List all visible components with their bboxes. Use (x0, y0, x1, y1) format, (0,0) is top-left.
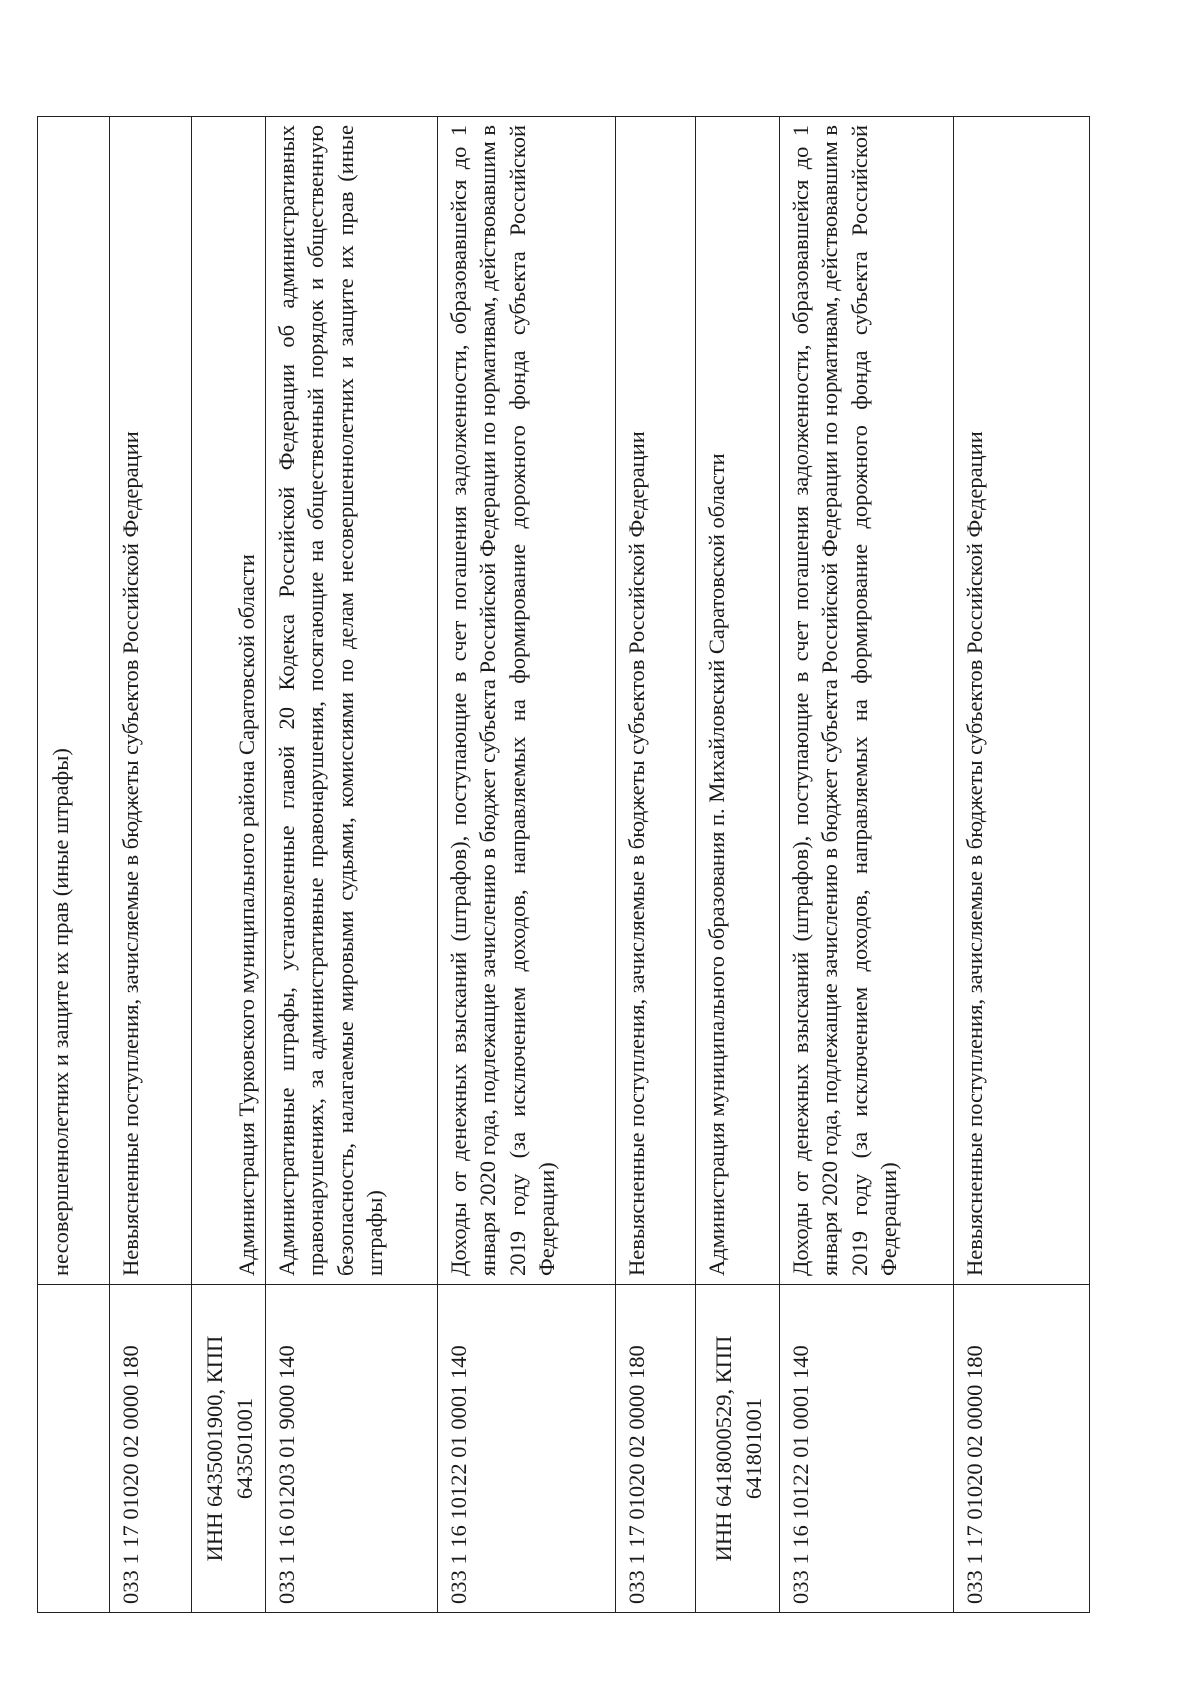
code-cell: 033 1 17 01020 02 0000 180 (616, 1285, 696, 1613)
revenue-codes-table (37, 116, 1090, 1613)
table-row (110, 117, 192, 1613)
description-cell: Администрация муниципального образования п. Михайловский Саратовской области (696, 117, 780, 1285)
table-row (616, 117, 696, 1613)
rotated-page (37, 116, 1090, 1613)
table-row (696, 117, 780, 1613)
code-cell: 033 1 16 10122 01 0001 140 (780, 1285, 954, 1613)
code-cell: 033 1 16 01203 01 9000 140 (266, 1285, 438, 1613)
table-row (780, 117, 954, 1613)
description-cell: Невыясненные поступления, зачисляемые в бюджеты субъектов Российской Федерации (954, 117, 1090, 1285)
code-cell: 033 1 17 01020 02 0000 180 (954, 1285, 1090, 1613)
code-cell: 033 1 17 01020 02 0000 180 (110, 1285, 192, 1613)
table-row (38, 117, 110, 1613)
table-row (954, 117, 1090, 1613)
description-cell: несовершеннолетних и защите их прав (иные штрафы) (38, 117, 110, 1285)
code-cell: ИНН 6418000529, КПП 641801001 (696, 1285, 780, 1613)
description-cell: Невыясненные поступления, зачисляемые в бюджеты субъектов Российской Федерации (616, 117, 696, 1285)
description-cell: Доходы от денежных взысканий (штрафов), поступающие в счет погашения задолженности, образовавшейся до 1 января 2020 года, подлежащие зачислению в бюджет субъекта Российской Федерации по нормативам, действовавшим в 2019 году (за исключением доходов, направляемых на формирование дорожного фонда субъекта Российской Федерации) (438, 117, 616, 1285)
table-row (192, 117, 266, 1613)
description-cell: Доходы от денежных взысканий (штрафов), поступающие в счет погашения задолженности, образовавшейся до 1 января 2020 года, подлежащие зачислению в бюджет субъекта Российской Федерации по нормативам, действовавшим в 2019 году (за исключением доходов, направляемых на формирование дорожного фонда субъекта Российской Федерации) (780, 117, 954, 1285)
description-cell: Невыясненные поступления, зачисляемые в бюджеты субъектов Российской Федерации (110, 117, 192, 1285)
code-cell: 033 1 16 10122 01 0001 140 (438, 1285, 616, 1613)
description-cell: Администрация Турковского муниципального района Саратовской области (192, 117, 266, 1285)
table-row (438, 117, 616, 1613)
description-cell: Административные штрафы, установленные главой 20 Кодекса Российской Федерации об административных правонарушениях, за административные правонарушения, посягающие на общественный порядок и общественную безопасность, налагаемые мировыми судьями, комиссиями по делам несовершеннолетних и защите их прав (иные штрафы) (266, 117, 438, 1285)
code-cell (38, 1285, 110, 1613)
code-cell: ИНН 6435001900, КПП 643501001 (192, 1285, 266, 1613)
table-row (266, 117, 438, 1613)
